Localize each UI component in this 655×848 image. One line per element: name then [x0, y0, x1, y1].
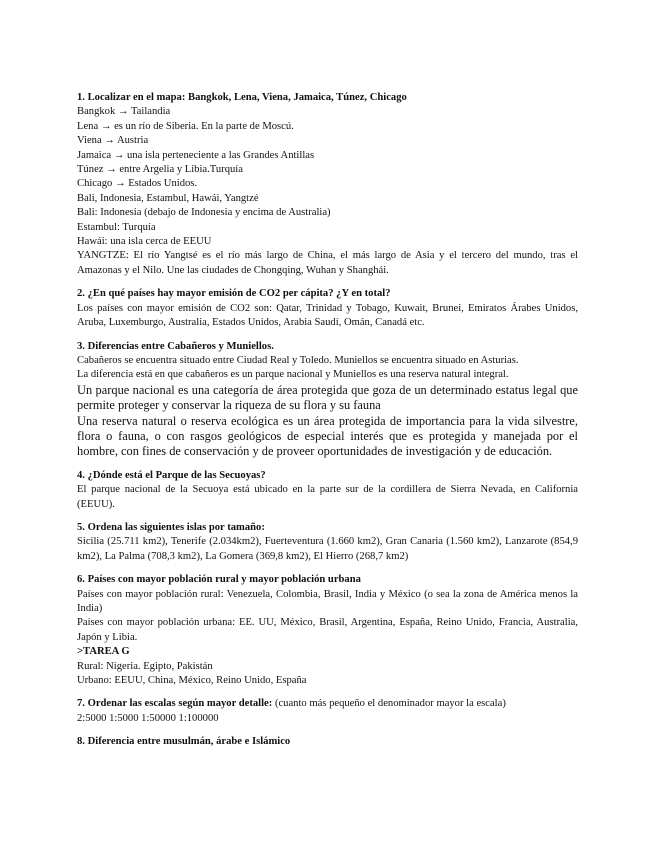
co2-paragraph: Los países con mayor emisión de CO2 son: Qatar, Trinidad y Tobago, Kuwait, Brunei, Emiratos Árabes Unidos, Aruba, Luxemburgo, Australia, Estados Unidos, Arabia Saudí, Omán, Canadá etc. [77, 302, 578, 329]
answer-line: Chicago → Estados Unidos. [77, 178, 198, 190]
answer-line: Estambul: Turquía [77, 221, 156, 233]
section-7-heading: 7. Ordenar las escalas según mayor detalle: [77, 698, 273, 710]
answer-line: Bangkok → Tailandia [77, 106, 171, 118]
answer-line: Bali, Indonesia, Estambul, Hawái, Yangtzé [77, 192, 259, 204]
answer-line: Túnez → entre Argelia y Libia.Turquía [77, 164, 243, 176]
section-7-note: (cuanto más pequeño el denominador mayor la escala) [272, 698, 506, 710]
sequoia-paragraph: El parque nacional de la Secuoya está ubicado en la parte sur de la cordillera de Sierra Nevada, en California (EEUU). [77, 484, 578, 510]
section-7 [77, 697, 578, 726]
difference-paragraph: La diferencia está en que cabañeros es un parque nacional y Muniellos es una reserva natural integral. [77, 369, 509, 381]
task-rural-line: Rural: Nigeria. Egipto, Pakistán [77, 660, 213, 672]
section-4-heading: 4. ¿Dónde está el Parque de las Secuoyas? [77, 469, 266, 481]
document-body [77, 91, 578, 759]
section-8 [77, 735, 578, 749]
section-3 [77, 340, 578, 460]
section-6 [77, 573, 578, 688]
section-2-heading: 2. ¿En qué países hay mayor emisión de CO2 per cápita? ¿Y en total? [77, 288, 391, 300]
location-paragraph: Cabañeros se encuentra situado entre Ciudad Real y Toledo. Muniellos se encuentra situado en Asturias. [77, 354, 519, 366]
section-8-heading: 8. Diferencia entre musulmán, árabe e Islámico [77, 736, 291, 748]
section-1-heading: 1. Localizar en el mapa: Bangkok, Lena, Viena, Jamaica, Túnez, Chicago [77, 92, 407, 103]
national-park-definition: Un parque nacional es una categoría de área protegida que goza de un determinado estatus legal que permite proteger y conservar la riqueza de su flora y su fauna [77, 382, 578, 413]
answer-line: Hawái: una isla cerca de EEUU [77, 236, 212, 248]
nature-reserve-definition: Una reserva natural o reserva ecológica es un área protegida de importancia para la vida silvestre, flora o fauna, o con rasgos geológicos de especial interés que es protegida y manejada por el hombre, con fines de conservación y de proveer oportunidades de investigación y de educación. [77, 413, 578, 459]
section-5 [77, 521, 578, 564]
islands-paragraph: Sicilia (25.711 km2), Tenerife (2.034km2), Fuerteventura (1.660 km2), Gran Canaria (1.560 km2), Lanzarote (854,9 km2), La Palma (708,3 km2), La Gomera (369,8 km2), El Hierro (268,7 km2) [77, 536, 578, 562]
answer-line: Jamaica → una isla perteneciente a las Grandes Antillas [77, 149, 315, 161]
urban-paragraph: Países con mayor población urbana: EE. UU, México, Brasil, Argentina, España, Reino Unido, Francia, Australia, Japón y Libia. [77, 617, 578, 643]
answer-line: Viena → Austria [77, 135, 149, 147]
section-1 [77, 91, 578, 278]
section-4 [77, 469, 578, 512]
answer-line: Lena → es un río de Siberia. En la parte de Moscú. [77, 120, 294, 132]
scales-line: 2:5000 1:5000 1:50000 1:100000 [77, 712, 219, 724]
task-urban-line: Urbano: EEUU, China, México, Reino Unido, España [77, 675, 307, 687]
section-3-heading: 3. Diferencias entre Cabañeros y Muniellos. [77, 340, 274, 352]
yangtze-paragraph: YANGTZE: El río Yangtsé es el río más largo de China, el más largo de Asia y el tercero del mundo, tras el Amazonas y el Nilo. Une las ciudades de Chongqing, Wuhan y Shanghái. [77, 250, 578, 276]
section-2 [77, 287, 578, 330]
rural-paragraph: Países con mayor población rural: Venezuela, Colombia, Brasil, India y México (o sea la zona de América menos la India) [77, 588, 578, 614]
section-5-heading: 5. Ordena las siguientes islas por tamaño: [77, 521, 265, 533]
task-g-label: >TAREA G [77, 646, 130, 658]
section-6-heading: 6. Países con mayor población rural y mayor población urbana [77, 574, 361, 586]
section-7-heading-line [77, 697, 578, 711]
answer-line: Bali: Indonesia (debajo de Indonesia y encima de Australia) [77, 207, 331, 219]
